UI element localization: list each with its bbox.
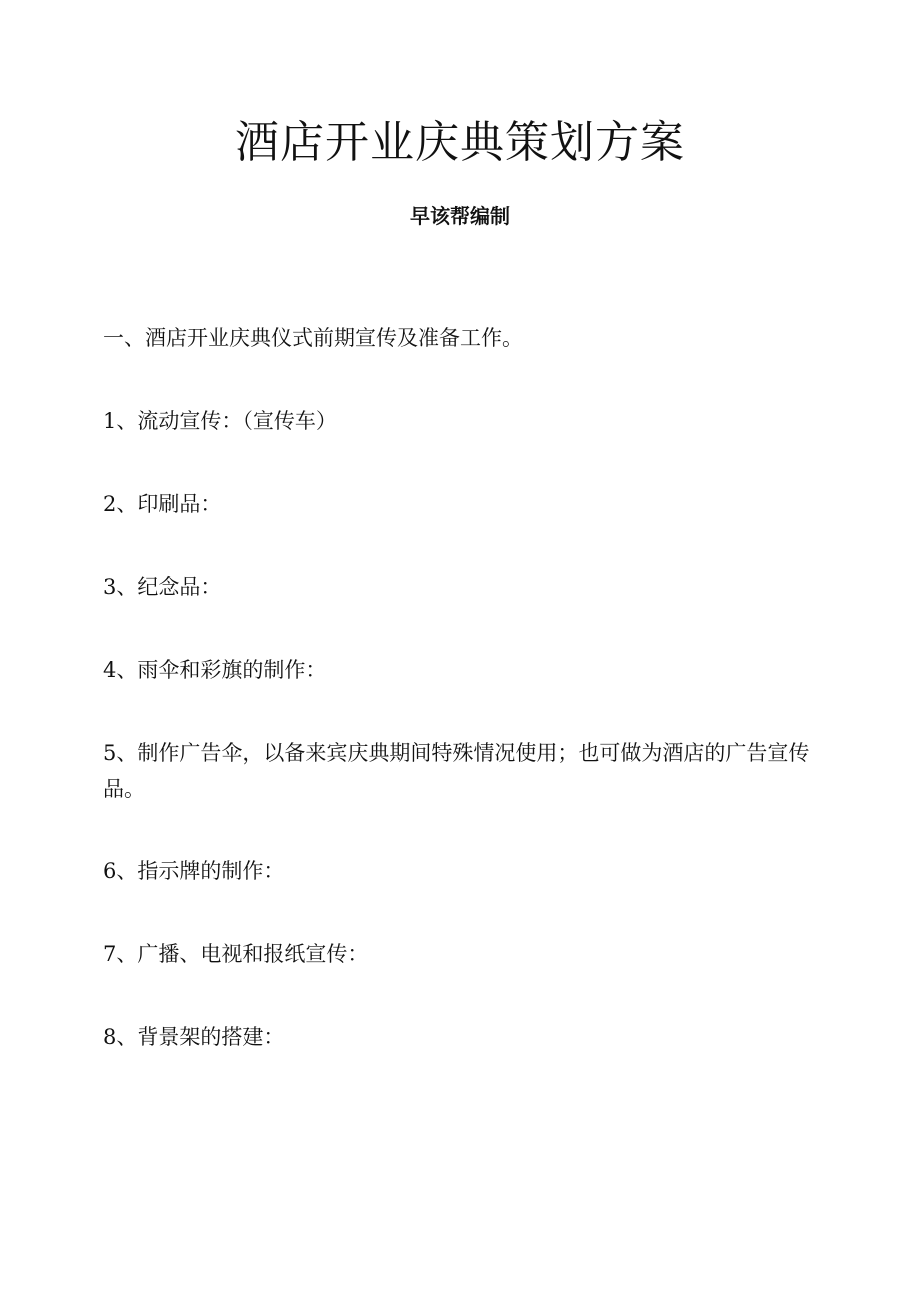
list-item-7: 7、广播、电视和报纸宣传： [103,942,369,966]
section-heading: 一、酒店开业庆典仪式前期宣传及准备工作。 [103,326,523,350]
list-item-3: 3、纪念品： [103,575,222,599]
list-item-6: 6、指示牌的制作： [103,859,285,883]
list-item-8: 8、背景架的搭建： [103,1025,285,1049]
document-title: 酒店开业庆典策划方案 [235,117,685,168]
document-author: 早该帮编制 [410,204,510,228]
list-item-2: 2、印刷品： [103,492,222,516]
list-item-1: 1、流动宣传：（宣传车） [103,409,337,433]
list-item-5: 5、制作广告伞，以备来宾庆典期间特殊情况使用；也可做为酒店的广告宣传品。 [103,741,810,801]
list-item-4: 4、雨伞和彩旗的制作： [103,658,327,682]
